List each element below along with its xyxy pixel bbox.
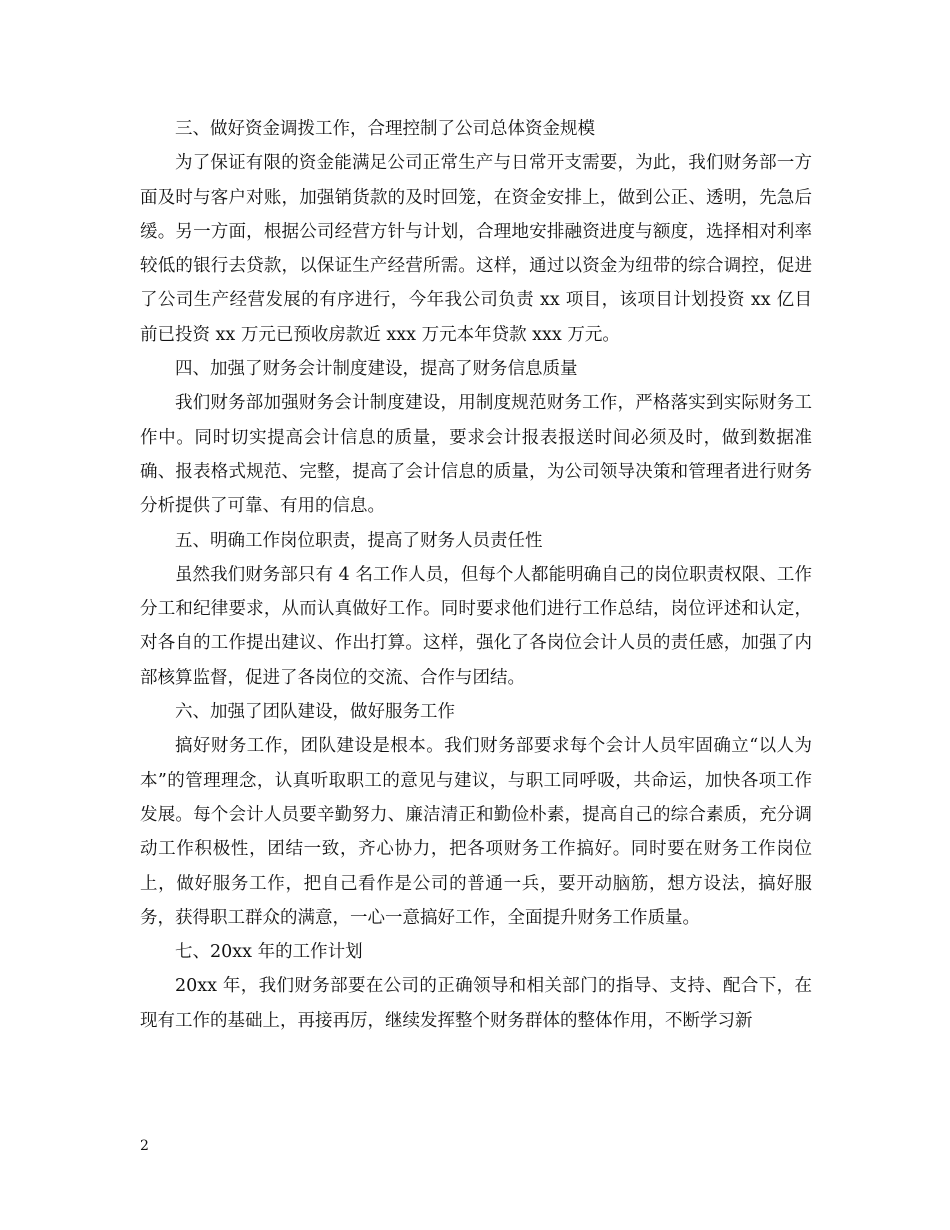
section-heading-6: 六、加强了团队建设，做好服务工作 [175,702,455,723]
paragraph-accounting-system: 我们财务部加强财务会计制度建设，用制度规范财务工作，严格落实到实际财务工作中。同时切实提高会计信息的质量，要求会计报表报送时间必须及时，做到数据准确、报表格式规范、完整，提高了会计信息的质量，为公司领导决策和管理者进行财务分析提供了可靠、有用的信息。 [140,393,812,517]
paragraph-team-building: 搞好财务工作，团队建设是根本。我们财务部要求每个会计人员牢固确立“以人为本”的管理理念，认真听取职工的意见与建议，与职工同呼吸，共命运，加快各项工作发展。每个会计人员要辛勤努力、廉洁清正和勤俭朴素，提高自己的综合素质，充分调动工作积极性，团结一致，齐心协力，把各项财务工作搞好。同时要在财务工作岗位上，做好服务工作，把自己看作是公司的普通一兵，要开动脑筋，想方设法，搞好服务，获得职工群众的满意，一心一意搞好工作，全面提升财务工作质量。 [140,736,812,928]
paragraph-work-plan: 20xx 年，我们财务部要在公司的正确领导和相关部门的指导、支持、配合下，在现有工作的基础上，再接再厉，继续发挥整个财务群体的整体作用，不断学习新 [140,976,812,1031]
section-heading-3: 三、做好资金调拨工作，合理控制了公司总体资金规模 [175,119,595,139]
section-heading-4: 四、加强了财务会计制度建设，提高了财务信息质量 [175,359,578,380]
section-heading-5: 五、明确工作岗位职责，提高了财务人员责任性 [175,530,543,551]
page-number: 2 [140,1138,149,1154]
paragraph-funds: 为了保证有限的资金能满足公司正常生产与日常开支需要，为此，我们财务部一方面及时与客户对账，加强销货款的及时回笼，在资金安排上，做到公正、透明，先急后缓。另一方面，根据公司经营方针与计划，合理地安排融资进度与额度，选择相对利率较低的银行去贷款，以保证生产经营所需。这样，通过以资金为纽带的综合调控，促进了公司生产经营发展的有序进行，今年我公司负责 xx 项目，该项目计划投资 xx 亿目前已投资 xx 万元已预收房款近 xxx 万元本年贷款 xxx 万元。 [140,153,812,345]
paragraph-job-duties: 虽然我们财务部只有 4 名工作人员，但每个人都能明确自己的岗位职责权限、工作分工和纪律要求，从而认真做好工作。同时要求他们进行工作总结，岗位评述和认定，对各自的工作提出建议、作出打算。这样，强化了各岗位会计人员的责任感，加强了内部核算监督，促进了各岗位的交流、合作与团结。 [140,564,812,688]
section-heading-7: 七、20xx 年的工作计划 [175,942,363,963]
document-body [140,112,812,1038]
